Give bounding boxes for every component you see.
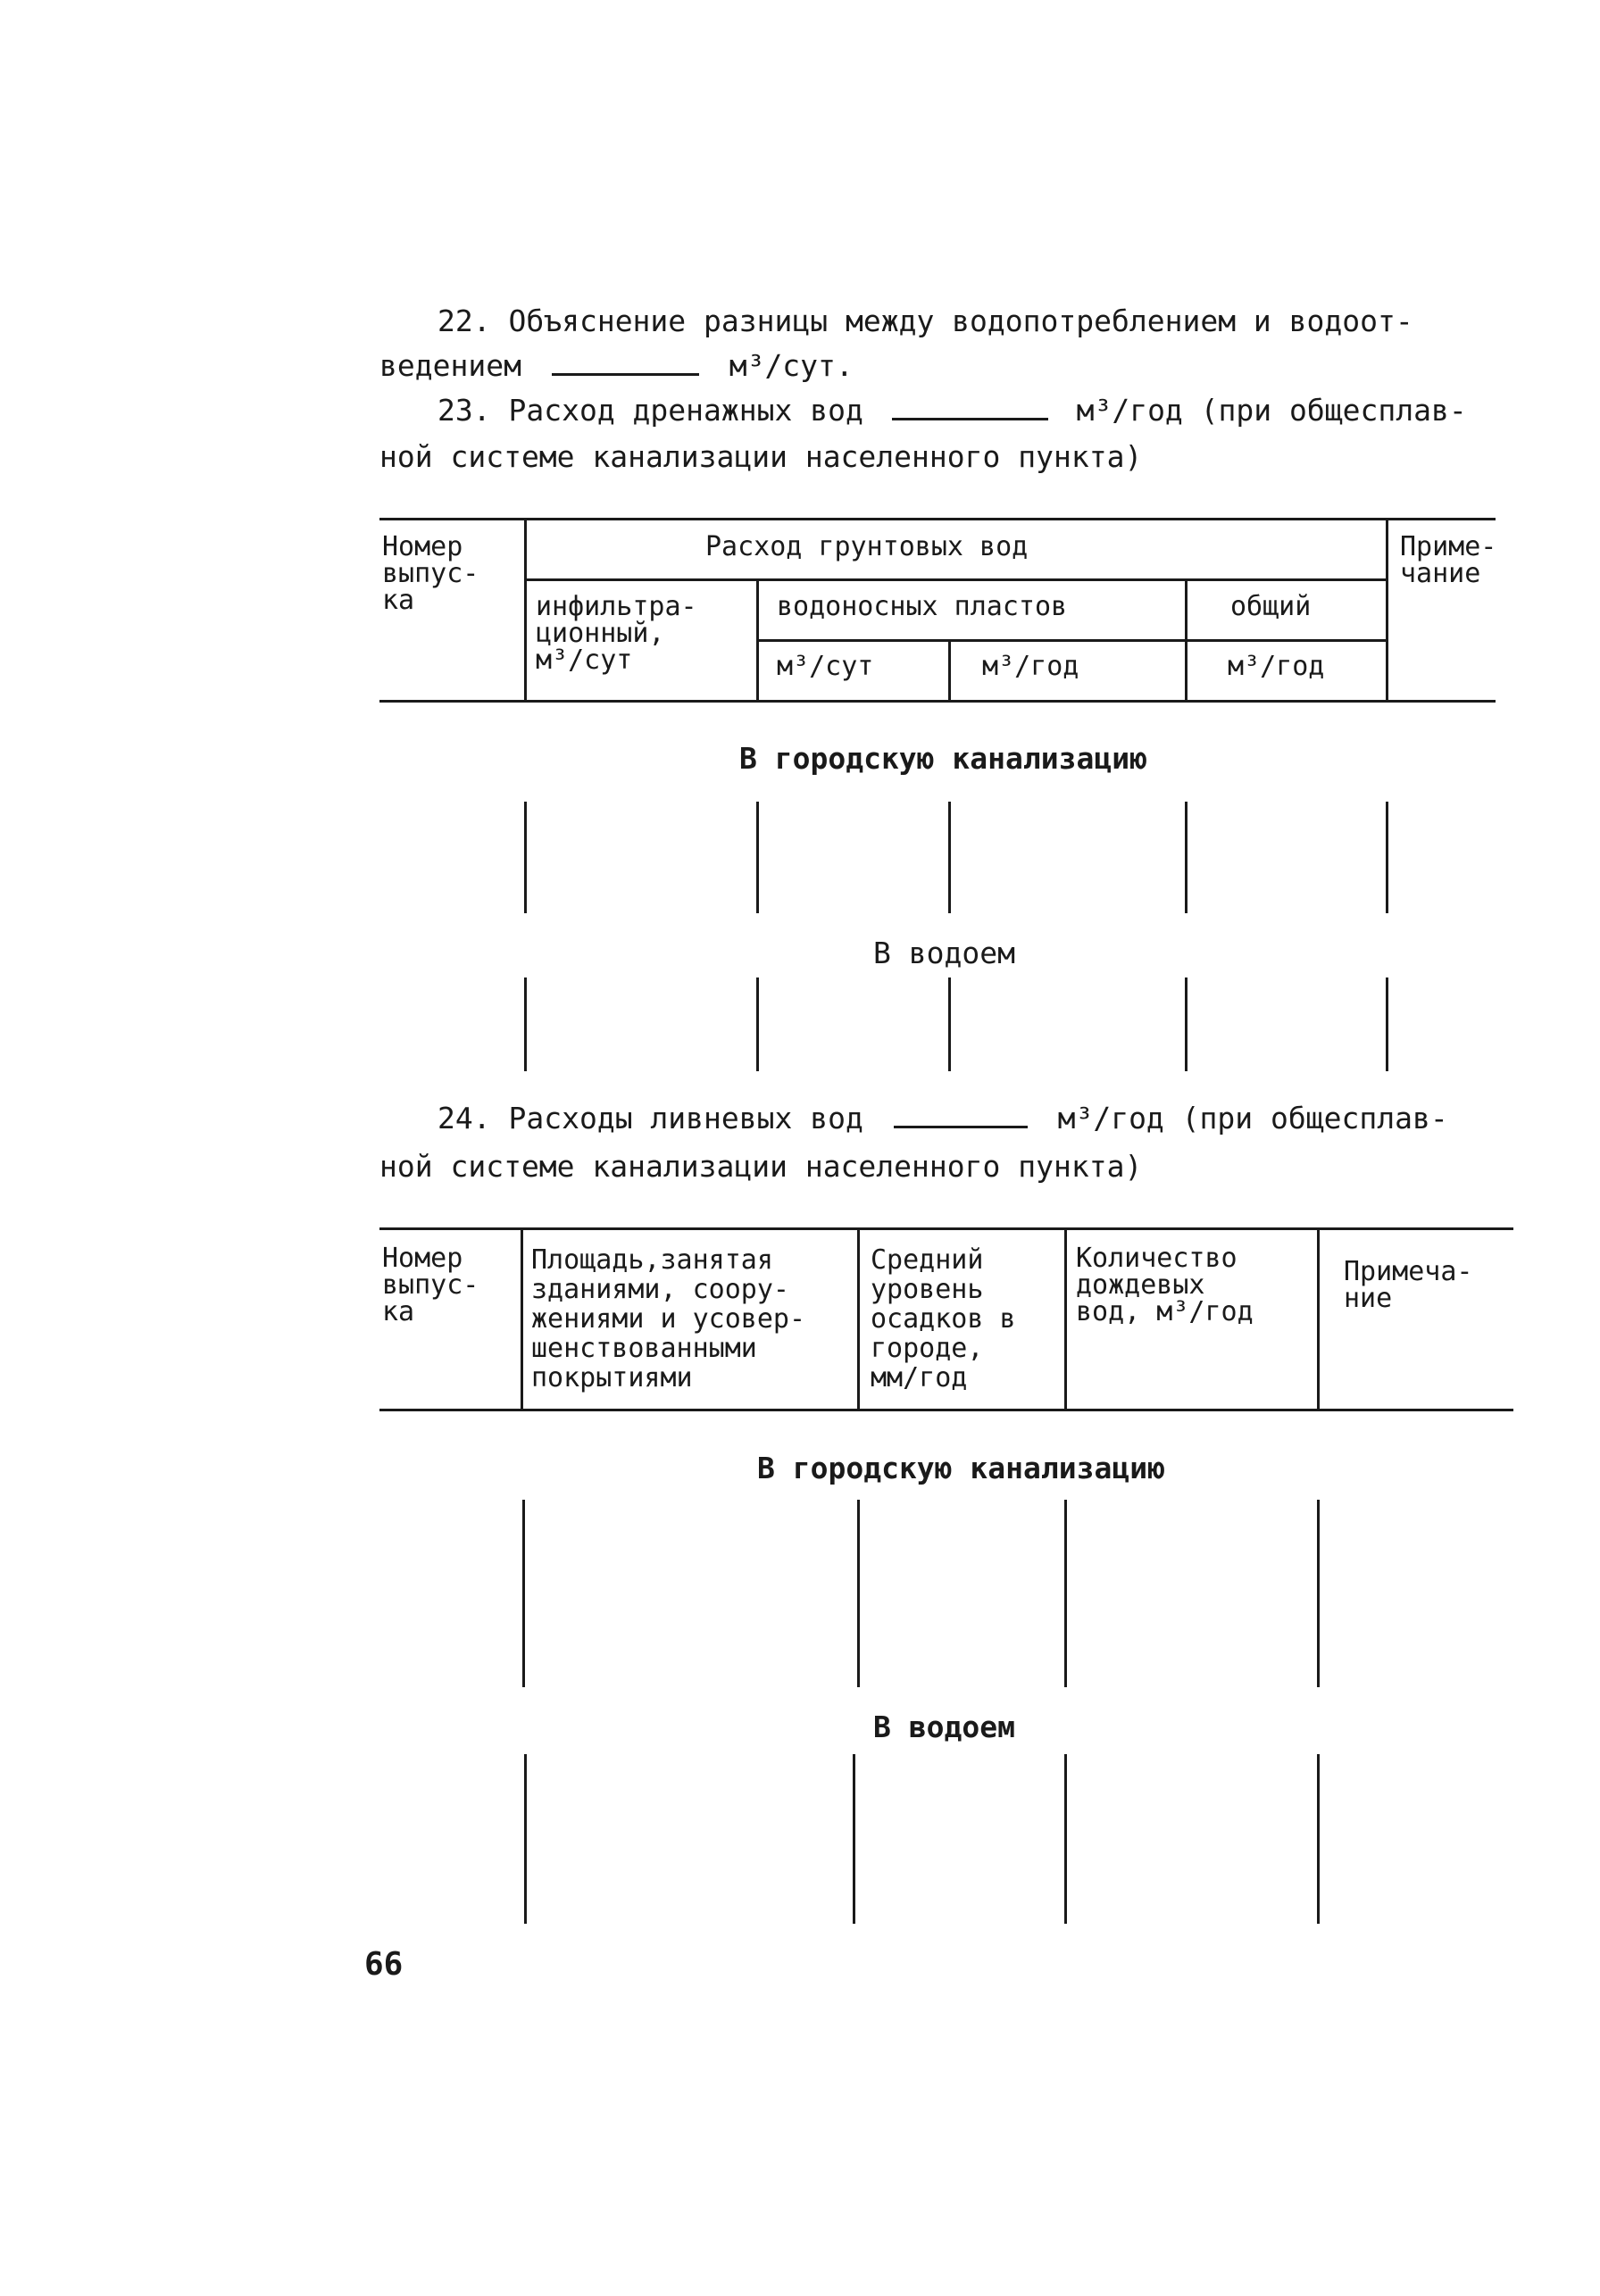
table1-top-rule (379, 518, 1496, 520)
item-24-number: 24. (438, 1101, 491, 1136)
table1-body-line-3 (948, 802, 951, 913)
table1-sub-aquifer: водоносных пластов (777, 591, 1068, 622)
table2-section-water: В водоем (873, 1710, 1015, 1744)
item-22-unit: м³/сут. (729, 348, 854, 383)
item-22-blank-field[interactable] (552, 346, 699, 376)
item-23-end: м³/год (при общесплав- (1076, 393, 1467, 428)
table1-col-note: Приме- чание (1400, 531, 1497, 589)
table2-col-divider-3 (1064, 1227, 1067, 1409)
table1-body-line-5 (1386, 802, 1388, 913)
table1-unit-total: м³/год (1228, 651, 1325, 682)
table2-body-line-1 (522, 1500, 525, 1687)
item-23-number: 23. (438, 393, 491, 428)
item-22-text: Объяснение разницы между водопотреблением и водоот- (508, 304, 1413, 338)
item-23-start: Расход дренажных вод (508, 393, 863, 428)
table1-col-divider-1 (524, 518, 527, 700)
table1-unit-year: м³/год (982, 651, 1079, 682)
table1-section-city: В городскую канализацию (739, 741, 1147, 776)
table2-body-line-6 (853, 1754, 855, 1924)
table2-body-line-3 (1064, 1500, 1067, 1687)
page-number: 66 (364, 1946, 404, 1983)
table1-col-divider-5 (1386, 518, 1388, 700)
table1-group-title: Расход грунтовых вод (705, 531, 1029, 562)
table1-body-line-6 (524, 977, 527, 1071)
table2-header-bottom-rule (379, 1409, 1513, 1411)
table1-body-line-9 (1185, 977, 1188, 1071)
table2-col-rain: Количество дождевых вод, м³/год (1076, 1243, 1254, 1327)
table1-body-line-1 (524, 802, 527, 913)
table1-sub-infiltration: инфильтра- ционный, м³/сут (536, 591, 697, 676)
table2-body-line-4 (1317, 1500, 1320, 1687)
item-24-start: Расходы ливневых вод (508, 1101, 863, 1136)
table1-section-water: В водоем (873, 936, 1015, 970)
item-22-line1 (438, 299, 1413, 344)
table2-body-line-8 (1317, 1754, 1320, 1924)
table1-col-number: Номер выпус- ка (382, 531, 479, 616)
table1-sub-total: общий (1230, 591, 1312, 622)
table2-col-area: Площадь,занятая зданиями, соору- жениями и усовер- шенствованными покрытиями (531, 1244, 806, 1393)
table1-col-divider-3 (948, 639, 951, 700)
table1-group-rule (524, 578, 1386, 581)
table2-col-precip: Средний уровень осадков в городе, мм/год (871, 1244, 1016, 1393)
item-24-line2: ной системе канализации населенного пункта) (379, 1149, 1143, 1184)
table1-col-divider-2 (756, 578, 759, 700)
table1-subgroup-rule (756, 639, 1386, 642)
table2-col-divider-2 (857, 1227, 860, 1409)
table2-col-note: Примеча- ние (1344, 1256, 1473, 1314)
table2-body-line-2 (857, 1500, 860, 1687)
item-23-line1 (438, 388, 1467, 433)
table1-body-line-10 (1386, 977, 1388, 1071)
table1-unit-day: м³/сут (777, 651, 874, 682)
item-22-line2 (379, 344, 854, 388)
table2-col-divider-4 (1317, 1227, 1320, 1409)
item-24-end: м³/год (при общесплав- (1057, 1101, 1448, 1136)
table1-body-line-4 (1185, 802, 1188, 913)
table1-body-line-8 (948, 977, 951, 1071)
item-23-line2: ной системе канализации населенного пункта) (379, 439, 1143, 474)
table1-body-line-7 (756, 977, 759, 1071)
table1-header-bottom-rule (379, 700, 1496, 703)
table2-top-rule (379, 1227, 1513, 1230)
table2-section-city: В городскую канализацию (757, 1451, 1165, 1485)
table1-body-line-2 (756, 802, 759, 913)
table2-col-number: Номер выпус- ка (382, 1243, 479, 1327)
item-22-number: 22. (438, 304, 491, 338)
item-22-line2-start: ведением (379, 348, 521, 383)
table2-body-line-5 (524, 1754, 527, 1924)
item-23-blank-field[interactable] (892, 391, 1048, 420)
table2-col-divider-1 (521, 1227, 523, 1409)
item-24-line1 (438, 1096, 1448, 1141)
table2-body-line-7 (1064, 1754, 1067, 1924)
table1-col-divider-4 (1185, 578, 1188, 700)
item-24-blank-field[interactable] (894, 1099, 1028, 1128)
